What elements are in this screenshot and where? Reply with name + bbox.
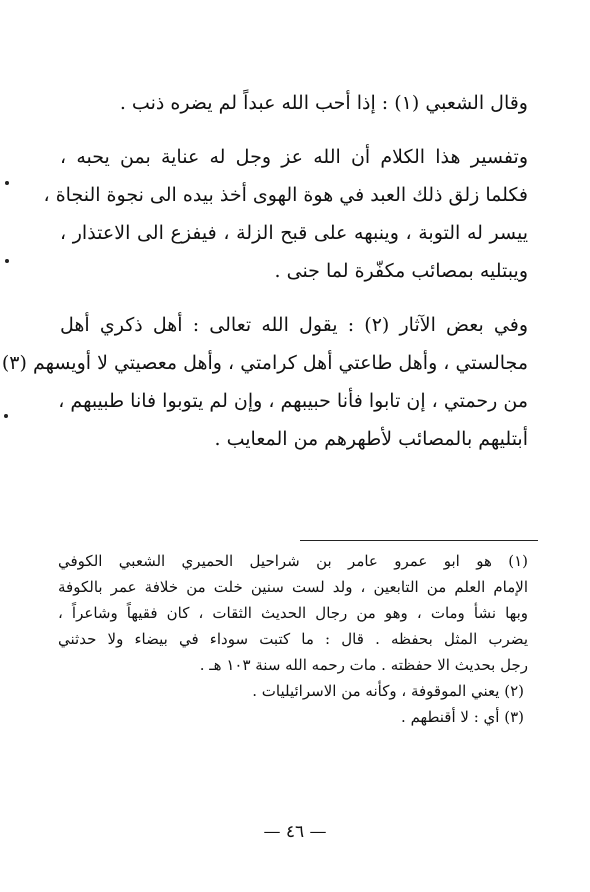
paragraph-gap — [60, 290, 528, 306]
paragraph-line: وتفسير هذا الكلام أن الله عز وجل له عناية بمن يحبه ، — [60, 146, 528, 168]
footnote-line: الإمام العلم من التابعين ، ولد لست سنين خلت من خلافة عمر بالكوفة — [58, 578, 528, 596]
footnotes — [58, 548, 528, 730]
paragraph-line: وقال الشعبي (١) : إذا أحب الله عبداً لم يضره ذنب . — [119, 92, 528, 114]
paragraph-line: مجالستي ، وأهل طاعتي أهل كرامتي ، وأهل معصيتي لا أويسهم (٣) — [1, 352, 528, 374]
paragraph-line: أبتليهم بالمصائب لأطهرهم من المعايب . — [214, 428, 528, 450]
paragraph-gap — [60, 122, 528, 138]
paragraph-line: من رحمتي ، إن تابوا فأنا حبيبهم ، وإن لم يتوبوا فانا طبيبهم ، — [58, 390, 528, 412]
footnote-line: رجل بحديث الا حفظته . مات رحمه الله سنة ١٠٣ هـ . — [199, 656, 528, 674]
footnote-line: يضرب المثل بحفظه . قال : ما كتبت سوداء في بيضاء ولا حدثني — [58, 630, 528, 648]
footnote-2: (٢) يعني الموقوفة ، وكأنه من الاسرائيليات . — [252, 682, 524, 700]
main-text — [1, 84, 528, 458]
paragraph-line: ييسر له التوبة ، وينبهه على قبح الزلة ، فيفزع الى الاعتذار ، — [60, 222, 528, 244]
margin-speck — [5, 259, 9, 263]
margin-speck — [5, 181, 9, 185]
footnote-line: وبها نشأ ومات ، وهو من رجال الحديث الثقات ، كان فقيهاً وشاعراً ، — [58, 604, 528, 622]
page-number: — ٤٦ — — [263, 822, 327, 842]
footnote-divider — [300, 540, 538, 541]
paragraph-line: ويبتليه بمصائب مكفّرة لما جنى . — [274, 260, 528, 282]
paragraph-line: وفي بعض الآثار (٢) : يقول الله تعالى : أهل ذكري أهل — [60, 314, 528, 336]
footnote-line: (١) هو ابو عمرو عامر بن شراحيل الحميري الشعبي الكوفي — [58, 552, 528, 570]
footnote-3: (٣) أي : لا أقنطهم . — [401, 708, 524, 726]
margin-speck — [4, 414, 8, 418]
paragraph-line: فكلما زلق ذلك العبد في هوة الهوى أخذ بيده الى نجوة النجاة ، — [43, 184, 528, 206]
